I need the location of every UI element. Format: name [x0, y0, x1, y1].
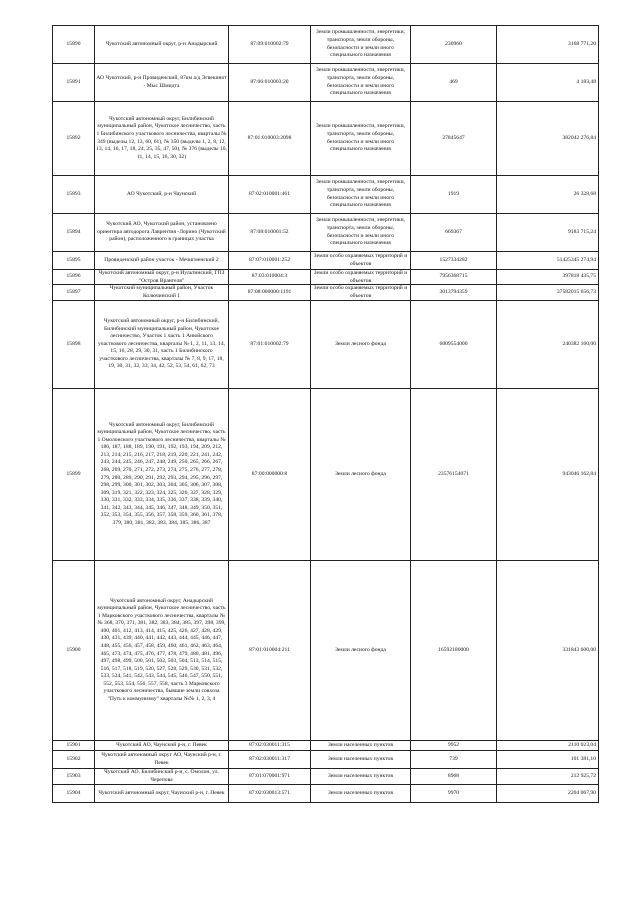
record-number-cell-text: 15890 — [66, 40, 81, 47]
land-category-cell-text: Земли промышленности, энергетики, транспорта, земли обороны, безопасности и земли иного специального назначения — [316, 217, 405, 247]
record-number-cell — [53, 389, 95, 561]
address-cell — [95, 252, 229, 270]
area-cell-text: 1919 — [447, 190, 460, 197]
area-cell — [411, 252, 497, 270]
record-number-cell — [53, 270, 95, 285]
address-cell — [95, 270, 229, 285]
cadastral-value-cell — [497, 64, 599, 102]
table-row — [53, 285, 599, 301]
cadastral-value-cell — [497, 389, 599, 561]
record-number-cell-text: 15891 — [66, 78, 81, 85]
address-cell-text: Чукотский автономный округ, Билибинский муниципальный район, Чукотское лесничество, часть 1 Омолонского участкового лесничества, кварталы № 186, 187, 188, 189, 190, 191, 192, 193, 194, 209, 212, 213, 214, 215, 216, 217, 218, 219, 220, 221, 241, 242, 243, 244, 245, 246, 247, 248, 249, 250, 265, 266, 267, 268, 269, 270, 271, 272, 273, 274, 275, 276, 277, 278, 279, 280, 289, 290, 291, 292, 293, 294, 295, 296, 297, 298, 299, 300, 301, 302, 303, 304, 305, 306, 307, 308, 309, 319, 321, 322, 323, 324, 325, 326, 327, 328, 329, 330, 331, 332, 333, 334, 335, 336, 337, 338, 339, 340, 341, 342, 343, 344, 345, 346, 347, 348, 349, 350, 351, 352, 353, 354, 355, 356, 357, 358, 359, 360, 361, 378, 379, 380, 381, 382, 383, 384, 385, 386, 387 — [97, 421, 226, 526]
area-cell-text: 669367 — [445, 228, 462, 235]
record-number-cell — [53, 102, 95, 176]
table-row — [53, 252, 599, 270]
cadastral-number-cell — [229, 26, 311, 64]
record-number-cell-text: 15900 — [66, 646, 81, 653]
area-cell — [411, 301, 497, 389]
land-category-cell — [311, 252, 411, 270]
cadastral-number-cell — [229, 270, 311, 285]
cadastral-number-cell-text: 87:01:070001:971 — [248, 772, 291, 779]
record-number-cell-text: 15896 — [66, 273, 81, 280]
land-category-cell-text: Земли населенных пунктов — [328, 772, 393, 779]
cadastral-number-cell — [229, 301, 311, 389]
land-category-cell-text: Земли промышленности, энергетики, транспорта, земли обороны, безопасности и земли иного специального назначения — [316, 179, 405, 209]
cadastral-value-cell — [497, 214, 599, 252]
cadastral-number-cell — [229, 769, 311, 785]
cadastral-value-cell — [497, 769, 599, 785]
address-cell — [95, 751, 229, 769]
cadastral-value-cell-text: 37582015 656,73 — [556, 288, 596, 295]
record-number-cell-text: 15899 — [66, 470, 81, 477]
area-cell — [411, 102, 497, 176]
address-cell-text: Чукотский автономный округ, Чаунский р-н, г. Певек — [98, 789, 225, 796]
table-row — [53, 176, 599, 214]
area-cell-text: 1527334282 — [439, 256, 468, 263]
land-category-cell — [311, 64, 411, 102]
cadastral-value-cell-text: 382042 276,84 — [562, 134, 596, 141]
cadastral-value-cell — [497, 176, 599, 214]
area-cell-text: 7956368715 — [439, 273, 468, 280]
area-cell — [411, 561, 497, 741]
cadastral-number-cell-text: 87:07:010001:252 — [248, 256, 291, 263]
area-cell-text: 9952 — [447, 741, 460, 748]
area-cell — [411, 389, 497, 561]
address-cell-text: Чукотский автономный округ, Анадырский муниципальный район, Чукотское лесничество, часть 1 Марковского участкового лесничества, кварталы №№ 368, 370, 371, 381, 382, 383, 384, 385, 397, 398, 399, 400, 401, 412, 413, 414, 415, 425, 426, 427, 428, 429, 430, 431, 439, 440, 441, 442, 443, 444, 445, 446, 447, 448, 455, 456, 457, 458, 459, 460, 461, 462, 463, 464, 465, 473, 474, 475, 476, 477, 478, 479, 480, 481, 496, 497, 498, 499, 500, 501, 502, 503, 504, 513, 514, 515, 516, 517, 518, 519, 520, 527, 528, 529, 530, 531, 532, 533, 534, 541, 542, 543, 544, 545, 546, 547, 550, 551, 552, 553, 554, 556, 557, 558, часть 3 Марковского участкового лесничества, бывшие земли совхоза "Путь к коммунизму" кварталы №№ 1, 2, 3, 4 — [97, 597, 226, 702]
area-cell — [411, 751, 497, 769]
record-number-cell — [53, 301, 95, 389]
record-number-cell-text: 15902 — [66, 755, 81, 762]
address-cell — [95, 741, 229, 751]
cadastral-value-cell — [497, 561, 599, 741]
address-cell-text: АО Чукотский, р-н Чаунский — [126, 190, 197, 197]
table-row — [53, 64, 599, 102]
land-category-cell — [311, 214, 411, 252]
area-cell — [411, 176, 497, 214]
cadastral-number-cell-text: 87:01:010002:79 — [250, 340, 289, 347]
cadastral-value-cell-text: 51425345 274,94 — [556, 256, 596, 263]
cadastral-number-cell-text: 87:08:010001:52 — [250, 228, 289, 235]
table-row — [53, 102, 599, 176]
cadastral-value-cell-text: 397818 435,75 — [562, 273, 596, 280]
record-number-cell — [53, 176, 95, 214]
land-category-cell — [311, 769, 411, 785]
cadastral-number-cell-text: 87:00:000000:8 — [251, 470, 288, 477]
address-cell-text: Чукотский АО, Билибинский р-н, с. Омолон, ул. Черепова — [104, 769, 219, 783]
address-cell — [95, 561, 229, 741]
table-body — [53, 26, 599, 803]
area-cell — [411, 214, 497, 252]
area-cell — [411, 785, 497, 803]
cadastral-value-cell-text: 4 183,48 — [576, 78, 596, 85]
area-cell-text: 16592180000 — [438, 646, 469, 653]
record-number-cell — [53, 785, 95, 803]
address-cell — [95, 301, 229, 389]
address-cell-text: Чукотский муниципальный район, Участок Колючинский 1 — [109, 285, 214, 299]
area-cell-text: 9970 — [447, 789, 460, 796]
area-cell — [411, 270, 497, 285]
record-number-cell — [53, 252, 95, 270]
address-cell-text: АО Чукотский, р-н Провиденский, 87км а/д Эгвекинот - Мыс Шмидта — [96, 74, 227, 89]
record-number-cell — [53, 751, 95, 769]
cadastral-number-cell-text: 87:09:010002:79 — [250, 40, 289, 47]
cadastral-number-cell-text: 87:01:010003:2098 — [247, 134, 292, 141]
land-category-cell-text: Земли особо охраняемых территорий и объектов — [313, 285, 408, 299]
address-cell — [95, 102, 229, 176]
land-category-cell-text: Земли особо охраняемых территорий и объектов — [313, 252, 408, 267]
table-row — [53, 561, 599, 741]
cadastral-value-cell — [497, 741, 599, 751]
cadastral-value-cell — [497, 751, 599, 769]
cadastral-value-cell-text: 240382 160,00 — [562, 340, 596, 347]
cadastral-value-cell-text: 331843 600,00 — [562, 646, 596, 653]
land-category-cell-text: Земли населенных пунктов — [328, 789, 393, 796]
area-cell-text: 23576154071 — [438, 470, 469, 477]
land-category-cell-text: Земли населенных пунктов — [328, 755, 393, 762]
address-cell-text: Чукотский АО, Чаунский р-н, г. Певек — [116, 741, 207, 748]
cadastral-number-cell — [229, 102, 311, 176]
area-cell-text: 6009554000 — [439, 340, 468, 347]
record-number-cell — [53, 741, 95, 751]
address-cell-text: Провиденский район участок - Мечигменский 2 — [104, 256, 219, 263]
area-cell — [411, 769, 497, 785]
land-category-cell-text: Земли промышленности, энергетики, транспорта, земли обороны, безопасности и земли иного специального назначения — [316, 67, 405, 97]
cadastral-number-cell-text: 87:03:010004:3 — [251, 273, 288, 280]
cadastral-number-cell-text: 87:02:010001:461 — [248, 190, 291, 197]
cadastral-value-cell — [497, 301, 599, 389]
cadastral-number-cell — [229, 64, 311, 102]
cadastral-number-cell — [229, 561, 311, 741]
cadastral-value-cell-text: 2110 023,04 — [568, 741, 596, 748]
cadastral-value-cell — [497, 252, 599, 270]
record-number-cell — [53, 64, 95, 102]
table-row — [53, 785, 599, 803]
land-category-cell — [311, 26, 411, 64]
land-category-cell-text: Земли лесного фонда — [335, 470, 386, 477]
area-cell-text: 8968 — [447, 772, 460, 779]
land-category-cell-text: Земли лесного фонда — [335, 340, 386, 347]
land-category-cell-text: Земли промышленности, энергетики, транспорта, земли обороны, безопасности и земли иного специального назначения — [316, 29, 405, 59]
cadastral-value-cell-text: 212 925,72 — [570, 772, 596, 779]
land-category-cell — [311, 301, 411, 389]
record-number-cell-text: 15897 — [66, 288, 81, 295]
cadastral-number-cell-text: 87:06:010003:20 — [250, 78, 289, 85]
record-number-cell-text: 15894 — [66, 228, 81, 235]
area-cell-text: 230960 — [445, 40, 462, 47]
table-row — [53, 270, 599, 285]
table-row — [53, 389, 599, 561]
table-row — [53, 741, 599, 751]
address-cell-text: Чукотский автономный округ, р-н Билибинский, Билибинский муниципальный район, Чукотское лесничество, Участок 1 часть 1 Анюйского участкового лесничества, кварталы № 1, 2, 11, 13, 14, 15, 16, 28, 29, 30, 31, часть 1 Билибинского участкового лесничества, кварталы № 7, 8, 9, 17, 18, 19, 30, 31, 32, 33, 34, 42, 52, 53, 54, 61, 62, 73 — [97, 318, 226, 370]
cadastral-number-cell-text: 87:02:030011:315 — [249, 741, 290, 748]
address-cell-text: Чукотский автономный округ АО, Чаунский р-н, г. Певек — [101, 751, 222, 766]
record-number-cell — [53, 26, 95, 64]
land-category-cell — [311, 270, 411, 285]
land-category-cell-text: Земли промышленности, энергетики, транспорта, земли обороны, безопасности и земли иного специального назначения — [316, 123, 405, 153]
land-category-cell — [311, 751, 411, 769]
cadastral-value-cell — [497, 26, 599, 64]
record-number-cell-text: 15892 — [66, 134, 81, 141]
cadastral-number-cell-text: 87:08:000000:1191 — [247, 288, 292, 295]
cadastral-value-cell-text: 3168 771,20 — [568, 40, 596, 47]
area-cell-text: 469 — [449, 78, 458, 85]
land-category-cell-text: Земли населенных пунктов — [328, 741, 393, 748]
record-number-cell — [53, 214, 95, 252]
address-cell-text: Чукотский АО, Чукотский район, установлено ориентира автодорога Лаврентия -Лорино (Чукотский район), расположенного в границах участка — [97, 221, 226, 243]
record-number-cell-text: 15903 — [66, 772, 81, 779]
cadastral-number-cell-text: 87:02:030013:571 — [248, 789, 291, 796]
cadastral-value-cell — [497, 270, 599, 285]
cadastral-value-cell-text: 9183 715,24 — [568, 228, 596, 235]
address-cell-text: Чукотский автономный округ, Билибинский муниципальный район, Чукотское лесничество, часть 1 Билибинского участкового лесничества, кварталы № 349 (выделы 12, 13, 60, 61), № 350 (выделы 1, 2, 8, 12, 13, 14, 16, 17, 18, 24, 25, 35, 47, 50), № 376 (выделы 10, 11, 14, 15, 16, 30, 32) — [96, 115, 227, 160]
land-category-cell — [311, 285, 411, 301]
table-row — [53, 301, 599, 389]
area-cell-text: 3013794359 — [439, 288, 468, 295]
cadastral-number-cell — [229, 785, 311, 803]
record-number-cell-text: 15895 — [66, 256, 81, 263]
address-cell — [95, 214, 229, 252]
cadastral-value-cell-text: 101 381,10 — [570, 755, 596, 762]
land-category-cell-text: Земли особо охраняемых территорий и объектов — [313, 270, 408, 284]
record-number-cell-text: 15904 — [66, 789, 81, 796]
table-row — [53, 769, 599, 785]
address-cell — [95, 285, 229, 301]
record-number-cell — [53, 561, 95, 741]
table-row — [53, 214, 599, 252]
cadastral-value-cell-text: 943046 162,84 — [562, 470, 596, 477]
address-cell — [95, 64, 229, 102]
land-category-cell — [311, 741, 411, 751]
address-cell — [95, 26, 229, 64]
area-cell — [411, 26, 497, 64]
record-number-cell — [53, 769, 95, 785]
cadastral-number-cell — [229, 176, 311, 214]
land-category-cell — [311, 389, 411, 561]
record-number-cell-text: 15898 — [66, 340, 81, 347]
cadastral-value-cell-text: 26 328,68 — [573, 190, 596, 197]
cadastral-number-cell — [229, 751, 311, 769]
record-number-cell-text: 15893 — [66, 190, 81, 197]
land-category-cell — [311, 102, 411, 176]
address-cell-text: Чукотский автономный округ, р-н Анадырский — [105, 40, 218, 47]
address-cell — [95, 785, 229, 803]
address-cell — [95, 389, 229, 561]
land-category-cell — [311, 176, 411, 214]
land-category-cell — [311, 561, 411, 741]
cadastral-number-cell — [229, 285, 311, 301]
record-number-cell — [53, 285, 95, 301]
cadastral-number-cell-text: 87:01:010004:211 — [249, 646, 290, 653]
area-cell-text: 739 — [449, 755, 458, 762]
land-category-cell — [311, 785, 411, 803]
table-row — [53, 26, 599, 64]
area-cell-text: 27845647 — [442, 134, 465, 141]
cadastral-value-cell — [497, 285, 599, 301]
cadastral-value-cell-text: 2204 067,90 — [568, 789, 596, 796]
area-cell — [411, 64, 497, 102]
area-cell — [411, 285, 497, 301]
record-number-cell-text: 15901 — [66, 741, 81, 748]
cadastral-value-cell — [497, 102, 599, 176]
cadastral-number-cell — [229, 389, 311, 561]
land-category-cell-text: Земли лесного фонда — [335, 646, 386, 653]
area-cell — [411, 741, 497, 751]
cadastral-number-cell — [229, 741, 311, 751]
address-cell — [95, 176, 229, 214]
cadastral-number-cell-text: 87:02:030011:317 — [249, 755, 290, 762]
address-cell — [95, 769, 229, 785]
address-cell-text: Чукотский автономный округ, р-н Иультинский, ГПЗ "Остров Врангеля" — [98, 270, 225, 284]
table-row — [53, 751, 599, 769]
land-registry-table — [52, 25, 599, 803]
cadastral-number-cell — [229, 214, 311, 252]
cadastral-number-cell — [229, 252, 311, 270]
cadastral-value-cell — [497, 785, 599, 803]
